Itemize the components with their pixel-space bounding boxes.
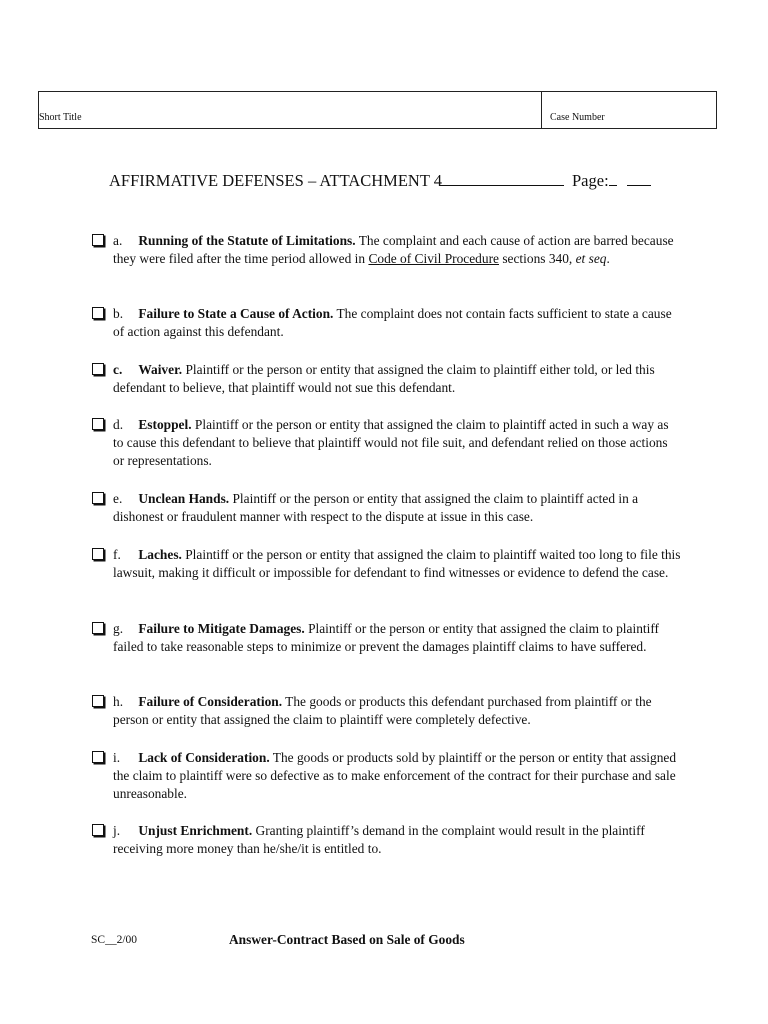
- defense-body: The goods or products sold by plaintiff or the person or entity that assigned the claim to plaintiff were so defective as to make enforcement of the contract for their purchase and sale unreasonable.: [113, 750, 677, 801]
- defense-body-continued: sections 340,: [498, 251, 576, 266]
- defense-text-j: [113, 822, 681, 858]
- defense-letter: h.: [113, 694, 124, 709]
- defense-text-f: [113, 546, 681, 582]
- defense-item-j: [92, 822, 682, 858]
- defense-letter: i.: [113, 750, 121, 765]
- defense-title: Failure to State a Cause of Action.: [138, 306, 334, 321]
- title-underline: [440, 171, 564, 186]
- defense-letter: b.: [113, 306, 124, 321]
- defense-text-c: [113, 361, 681, 397]
- defense-checkbox-j[interactable]: [92, 824, 104, 836]
- page-label: Page:: [572, 171, 609, 190]
- code-civil-procedure-link[interactable]: Code of Civil Procedure: [368, 251, 499, 266]
- defense-text-b: [113, 305, 681, 341]
- defense-text-h: [113, 693, 681, 729]
- defense-letter: e.: [113, 491, 123, 506]
- defense-body: The complaint does not contain facts sufficient to state a cause of action against this defendant.: [113, 306, 672, 339]
- defense-text-d: [113, 416, 681, 470]
- defense-item-e: [92, 490, 682, 526]
- form-code: SC__2/00: [91, 934, 138, 946]
- defense-text-i: [113, 749, 681, 803]
- defense-checkbox-g[interactable]: [92, 622, 104, 634]
- defense-body: Plaintiff or the person or entity that assigned the claim to plaintiff acted in a dishonest or fraudulent manner with respect to the dispute at issue in this case.: [113, 491, 639, 524]
- defense-text-a: [113, 232, 681, 268]
- case-number-label: Case Number: [550, 112, 605, 123]
- et-seq-italic: et seq: [575, 251, 607, 266]
- defense-text-g: [113, 620, 681, 656]
- defense-letter: j.: [113, 823, 121, 838]
- header-divider: [541, 91, 542, 129]
- defense-title: Estoppel.: [138, 417, 192, 432]
- defense-title: Laches.: [138, 547, 182, 562]
- defense-checkbox-h[interactable]: [92, 695, 104, 707]
- defense-checkbox-b[interactable]: [92, 307, 104, 319]
- page-title-text: AFFIRMATIVE DEFENSES – ATTACHMENT 4: [109, 171, 442, 190]
- defense-title: Failure of Consideration.: [138, 694, 283, 709]
- defense-title: Unclean Hands.: [138, 491, 230, 506]
- defense-item-g: [92, 620, 682, 656]
- form-title: Answer-Contract Based on Sale of Goods: [229, 932, 465, 947]
- defense-letter: c.: [113, 362, 123, 377]
- defense-title: Lack of Consideration.: [138, 750, 270, 765]
- defense-checkbox-d[interactable]: [92, 418, 104, 430]
- page-title: [109, 171, 564, 191]
- defense-title: Unjust Enrichment.: [138, 823, 253, 838]
- defense-body: Plaintiff or the person or entity that assigned the claim to plaintiff waited too long to file this lawsuit, making it difficult or impossible for defendant to find witnesses or evidence to defend the case.: [113, 547, 681, 580]
- defense-item-h: [92, 693, 682, 729]
- defense-body: Granting plaintiff’s demand in the complaint would result in the plaintiff receiving more money than he/she/it is entitled to.: [113, 823, 645, 856]
- defense-item-a: [92, 232, 682, 268]
- page-number-blank[interactable]: [609, 171, 617, 186]
- defense-item-i: [92, 749, 682, 803]
- defense-title: Failure to Mitigate Damages.: [138, 621, 305, 636]
- defense-item-b: [92, 305, 682, 341]
- defense-item-f: [92, 546, 682, 582]
- defense-body-end: .: [606, 251, 610, 266]
- page-total-blank[interactable]: [627, 171, 651, 186]
- page-number-field: [572, 171, 651, 191]
- defense-checkbox-i[interactable]: [92, 751, 104, 763]
- defense-item-d: [92, 416, 682, 470]
- defense-letter: f.: [113, 547, 121, 562]
- defense-checkbox-f[interactable]: [92, 548, 104, 560]
- defense-title: Waiver.: [138, 362, 183, 377]
- short-title-label: Short Title: [39, 112, 82, 123]
- defense-title: Running of the Statute of Limitations.: [138, 233, 356, 248]
- defense-checkbox-e[interactable]: [92, 492, 104, 504]
- defense-letter: g.: [113, 621, 124, 636]
- defense-body: The goods or products this defendant purchased from plaintiff or the person or entity that assigned the claim to plaintiff were completely defective.: [113, 694, 652, 727]
- defense-letter: d.: [113, 417, 124, 432]
- defense-body: Plaintiff or the person or entity that assigned the claim to plaintiff either told, or led this defendant to believe, that plaintiff would not sue this defendant.: [113, 362, 655, 395]
- defense-body: Plaintiff or the person or entity that assigned the claim to plaintiff failed to take reasonable steps to minimize or prevent the damages plaintiff claims to have suffered.: [113, 621, 660, 654]
- defense-body: Plaintiff or the person or entity that assigned the claim to plaintiff acted in such a way as to cause this defendant to believe that plaintiff would not file suit, and defendant relied on those actions or representations.: [113, 417, 669, 468]
- defense-checkbox-a[interactable]: [92, 234, 104, 246]
- defense-letter: a.: [113, 233, 123, 248]
- defense-text-e: [113, 490, 681, 526]
- defense-item-c: [92, 361, 682, 397]
- defense-checkbox-c[interactable]: [92, 363, 104, 375]
- defense-body: The complaint and each cause of action are barred because they were filed after the time period allowed in: [113, 233, 674, 266]
- header-box: [38, 91, 717, 129]
